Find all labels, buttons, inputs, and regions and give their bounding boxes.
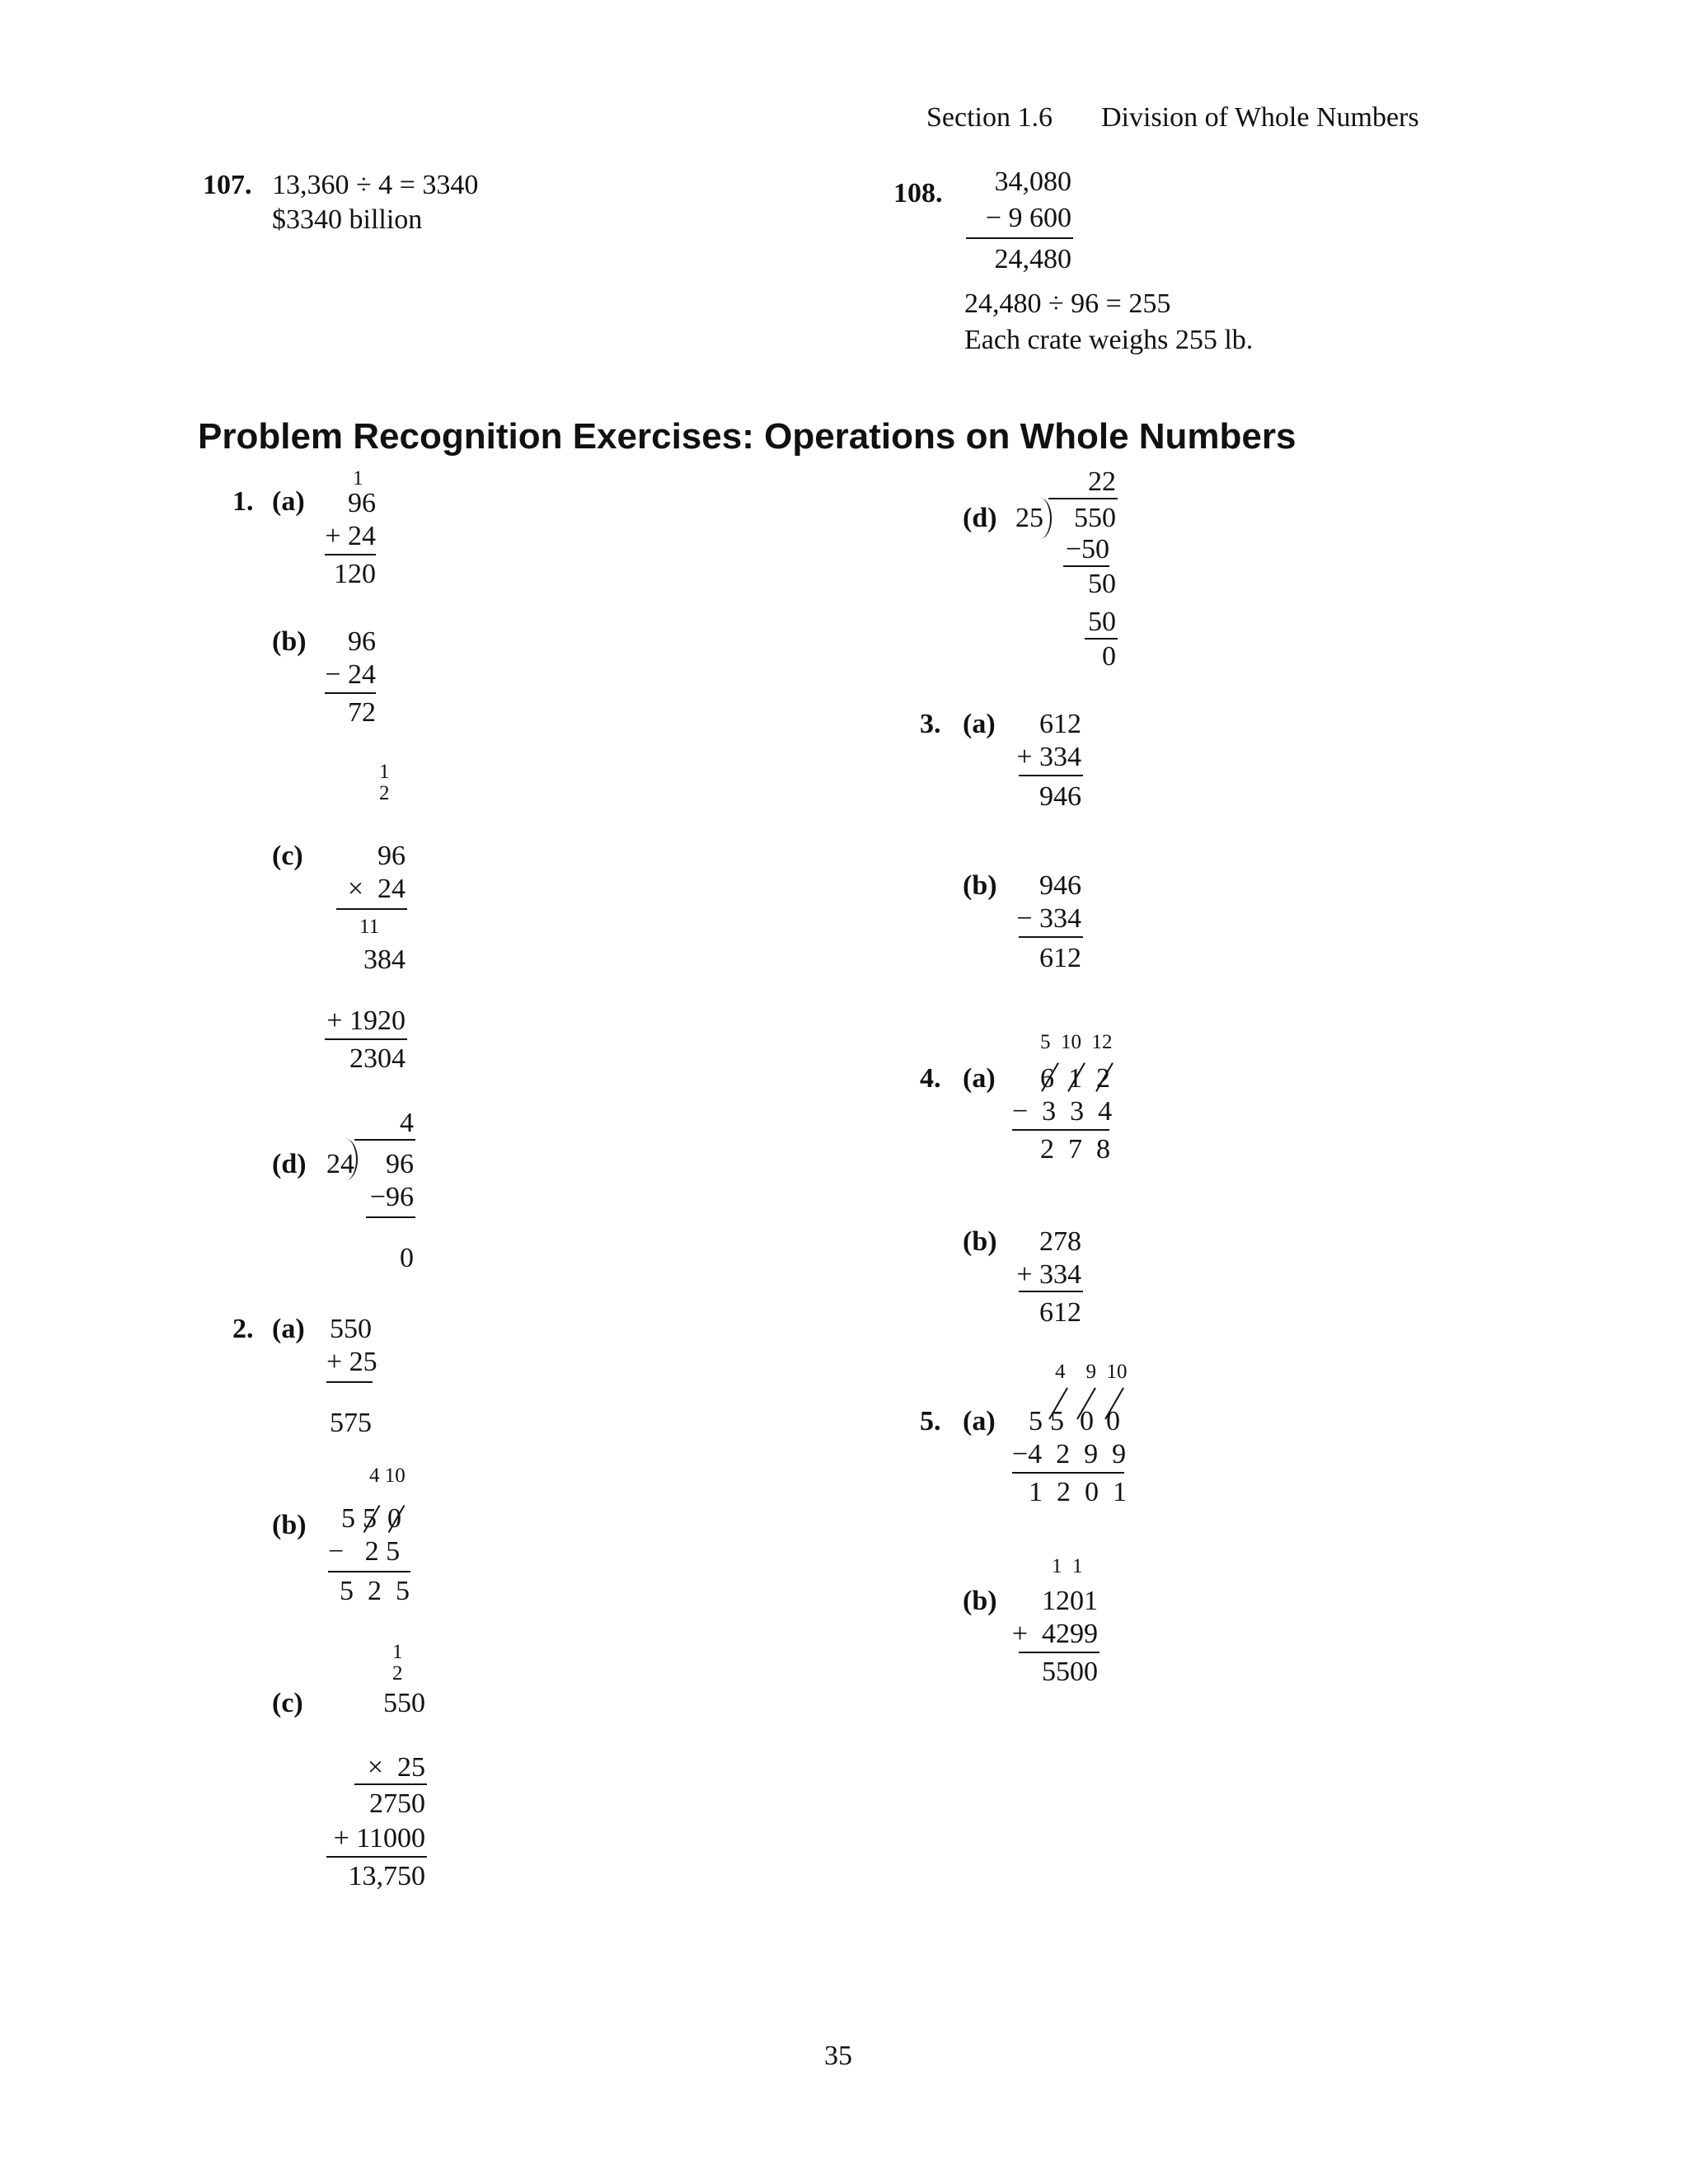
problem-2d-difference: 50 — [1088, 569, 1116, 599]
problem-1d-remainder: 0 — [400, 1243, 414, 1273]
problem-2b-borrow: 4 10 — [369, 1465, 406, 1487]
page-number: 35 — [824, 2041, 852, 2071]
problem-4a-subtrahend: − 3 3 4 — [1012, 1096, 1113, 1127]
problem-2d-dividend: 550 — [1074, 503, 1116, 533]
problem-5a-digit-3: 0 — [1080, 1406, 1094, 1436]
problem-1a-label: (a) — [272, 486, 305, 517]
problem-1a-addend-1: 96 — [348, 488, 376, 518]
problem-5-number: 5. — [920, 1406, 941, 1436]
problem-4b-sum: 612 — [1039, 1297, 1081, 1328]
problem-5a-label: (a) — [963, 1406, 996, 1436]
problem-1c-multiplier: × 24 — [347, 874, 406, 904]
problem-1b-label: (b) — [272, 626, 307, 657]
problem-4b-addend-2: + 334 — [1016, 1259, 1081, 1290]
problem-1d-quotient: 4 — [400, 1108, 414, 1138]
problem-1c-partial-1: 384 — [363, 944, 406, 975]
problem-5a-digit-2: 5 — [1050, 1406, 1064, 1436]
problem-2a-sum: 575 — [330, 1408, 372, 1438]
problem-3b-subtrahend: − 334 — [1016, 903, 1081, 934]
problem-107-number: 107. — [203, 170, 252, 200]
problem-2d-quotient: 22 — [1088, 466, 1116, 497]
problem-1d-division-bar — [354, 1139, 415, 1141]
problem-2d-rule-2 — [1085, 638, 1118, 640]
problem-4a-label: (a) — [963, 1063, 996, 1094]
problem-2c-label: (c) — [272, 1688, 303, 1718]
problem-5a-subtrahend: −4 2 9 9 — [1012, 1439, 1127, 1469]
problem-5a-digit-1: 5 — [1029, 1406, 1043, 1436]
problem-2c-product: 13,750 — [348, 1861, 425, 1891]
problem-2b-rule — [328, 1571, 410, 1572]
section-heading: Problem Recognition Exercises: Operations on Whole Numbers — [198, 416, 1296, 457]
problem-3b-minuend: 946 — [1039, 870, 1081, 901]
problem-2c-carry-2: 2 — [392, 1662, 403, 1685]
problem-2-number: 2. — [232, 1314, 254, 1344]
problem-108-equation: 24,480 ÷ 96 = 255 — [964, 288, 1171, 319]
problem-1d-rule — [366, 1216, 415, 1218]
problem-5a-difference: 1 2 0 1 — [1029, 1477, 1127, 1507]
problem-5b-rule — [1019, 1652, 1100, 1653]
problem-3-number: 3. — [920, 709, 941, 739]
problem-1c-rule-1 — [336, 908, 407, 910]
problem-107-equation: 13,360 ÷ 4 = 3340 — [272, 170, 479, 200]
problem-2c-rule-2 — [326, 1856, 427, 1858]
problem-2a-rule — [326, 1381, 373, 1383]
problem-2b-label: (b) — [272, 1510, 307, 1540]
problem-3b-rule — [1019, 936, 1083, 938]
problem-1b-rule — [325, 692, 376, 694]
problem-4b-rule — [1019, 1291, 1083, 1292]
problem-1a-sum: 120 — [334, 559, 376, 589]
problem-1c-multiplicand: 96 — [377, 841, 406, 871]
problem-2c-partial-1: 2750 — [369, 1788, 425, 1819]
problem-4b-addend-1: 278 — [1039, 1226, 1081, 1257]
problem-4a-digit-3: 2 — [1096, 1063, 1110, 1094]
problem-2a-addend-1: 550 — [330, 1314, 372, 1344]
problem-1d-label: (d) — [272, 1149, 307, 1179]
problem-2d-label: (d) — [963, 503, 997, 533]
problem-2c-partial-2: + 11000 — [333, 1823, 425, 1854]
problem-2b-digit-3: 0 — [387, 1503, 401, 1534]
problem-2b-subtrahend: − 2 5 — [328, 1536, 401, 1567]
section-title: Division of Whole Numbers — [1101, 102, 1419, 133]
problem-4a-difference: 2 7 8 — [1040, 1134, 1110, 1165]
problem-3b-label: (b) — [963, 870, 997, 901]
problem-107-answer: $3340 billion — [272, 204, 423, 235]
problem-1d-divisor: 24 — [326, 1149, 354, 1179]
problem-2d-subtract-2: 50 — [1088, 607, 1116, 637]
problem-2d-rule-1 — [1063, 565, 1109, 567]
problem-2c-multiplicand: 550 — [383, 1688, 425, 1718]
problem-4a-digit-1: 6 — [1040, 1063, 1054, 1094]
problem-5a-rule — [1012, 1472, 1124, 1474]
problem-5b-addend-1: 1201 — [1042, 1586, 1098, 1616]
problem-5a-digit-4: 0 — [1106, 1406, 1120, 1436]
problem-2a-addend-2: + 25 — [326, 1347, 377, 1377]
problem-2d-remainder: 0 — [1102, 641, 1116, 672]
problem-2d-subtract-1: −50 — [1065, 534, 1109, 565]
problem-1a-carry: 1 — [353, 467, 363, 490]
problem-3b-difference: 612 — [1039, 943, 1081, 973]
problem-3a-label: (a) — [963, 709, 996, 739]
problem-3a-sum: 946 — [1039, 781, 1081, 812]
problem-1b-minuend: 96 — [348, 626, 376, 657]
problem-1c-rule-2 — [325, 1038, 407, 1040]
problem-4a-rule — [1012, 1129, 1109, 1131]
problem-108-rule — [966, 237, 1073, 239]
problem-2c-multiplier: × 25 — [367, 1752, 425, 1783]
problem-1b-difference: 72 — [348, 697, 376, 728]
problem-2d-division-bar — [1048, 498, 1118, 499]
problem-4a-borrow: 5 10 12 — [1040, 1031, 1113, 1053]
problem-1c-carry-3: 11 — [359, 916, 380, 938]
problem-4-number: 4. — [920, 1063, 941, 1094]
problem-5b-label: (b) — [963, 1586, 997, 1616]
section-number: Section 1.6 — [926, 102, 1053, 133]
problem-108-minuend: 34,080 — [994, 166, 1071, 197]
problem-5b-sum: 5500 — [1042, 1657, 1098, 1687]
problem-1b-subtrahend: − 24 — [325, 659, 376, 690]
problem-1a-rule — [325, 554, 376, 555]
problem-5b-carry: 1 1 — [1052, 1555, 1083, 1577]
problem-1d-subtract: −96 — [369, 1182, 414, 1212]
problem-1c-partial-2: + 1920 — [326, 1005, 406, 1036]
problem-3a-rule — [1019, 775, 1083, 776]
problem-1c-carry-2: 2 — [379, 782, 390, 804]
problem-5b-addend-2: + 4299 — [1011, 1619, 1098, 1649]
problem-2b-difference: 5 2 5 — [340, 1576, 410, 1606]
problem-108-number: 108. — [893, 178, 943, 209]
problem-2c-carry-1: 1 — [392, 1641, 403, 1663]
problem-2a-label: (a) — [272, 1314, 305, 1344]
problem-4b-label: (b) — [963, 1226, 997, 1257]
problem-108-subtrahend: − 9 600 — [985, 203, 1071, 233]
problem-3a-addend-2: + 334 — [1016, 742, 1081, 772]
problem-2c-rule-1 — [354, 1783, 427, 1785]
problem-2b-digit-1: 5 — [341, 1503, 355, 1534]
problem-108-difference: 24,480 — [994, 244, 1071, 274]
problem-4a-digit-2: 1 — [1068, 1063, 1082, 1094]
problem-1c-carry-1: 1 — [379, 761, 390, 783]
problem-1a-addend-2: + 24 — [325, 521, 376, 551]
problem-108-answer: Each crate weighs 255 lb. — [964, 325, 1254, 355]
problem-3a-addend-1: 612 — [1039, 709, 1081, 739]
problem-1-number: 1. — [232, 486, 254, 517]
problem-5a-borrow: 4 9 10 — [1055, 1361, 1128, 1383]
problem-2d-divisor: 25 — [1015, 503, 1043, 533]
problem-1c-label: (c) — [272, 841, 303, 871]
problem-1d-dividend: 96 — [386, 1149, 414, 1179]
problem-1c-product: 2304 — [349, 1043, 406, 1074]
problem-2b-digit-2: 5 — [363, 1503, 377, 1534]
